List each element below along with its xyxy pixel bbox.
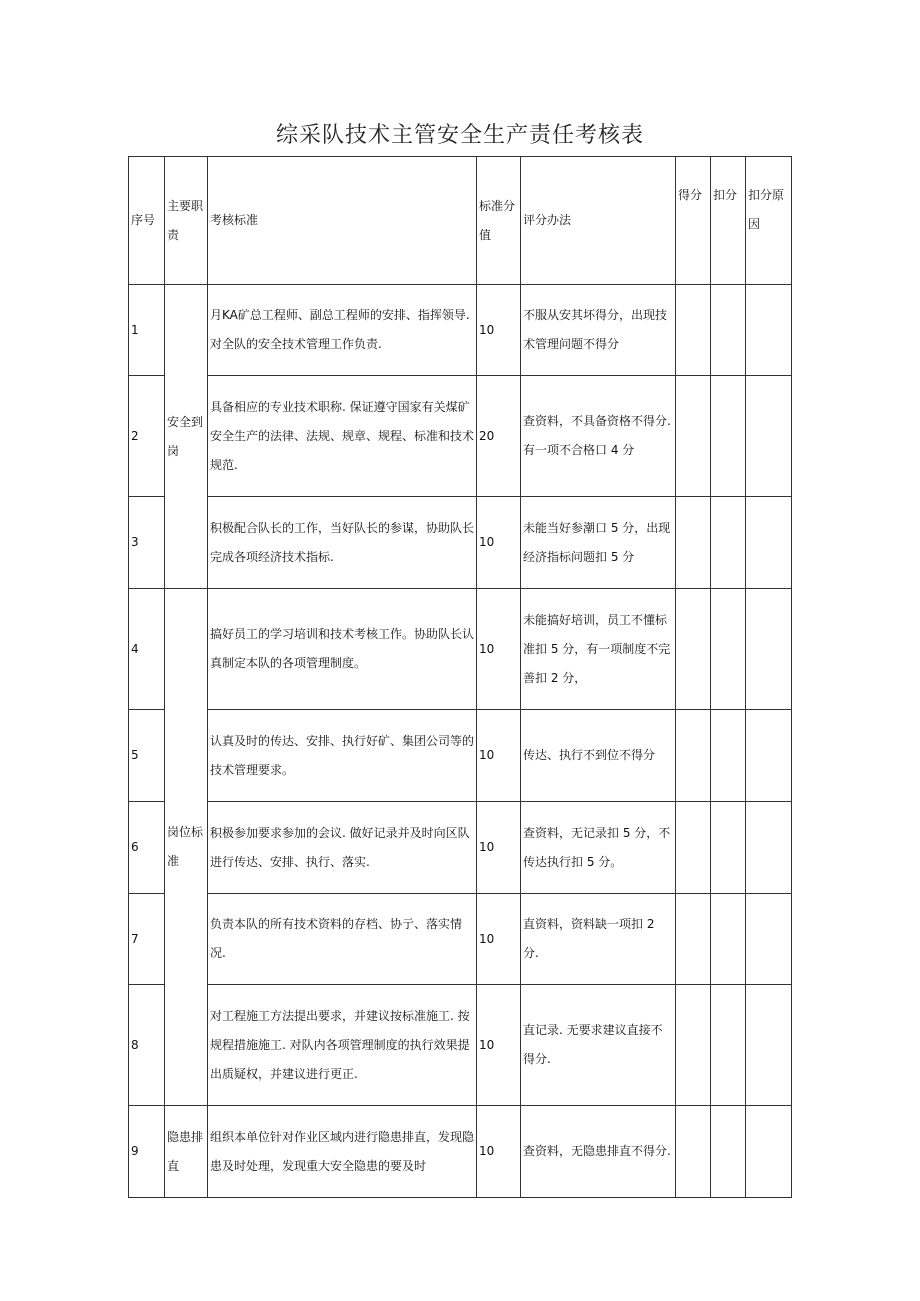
- table-row: [129, 710, 792, 802]
- deduct-input-cell[interactable]: [711, 376, 746, 497]
- score-input-cell[interactable]: [676, 497, 711, 589]
- method-cell: 查资料，无隐患排直不得分.: [521, 1106, 676, 1198]
- seq-cell: 1: [129, 285, 165, 376]
- deduct-input-cell[interactable]: [711, 497, 746, 589]
- duty-cell-post-standard: 岗位标准: [165, 589, 208, 1106]
- header-criteria: 考核标准: [208, 157, 477, 285]
- page-title: 综采队技术主管安全生产责任考核表: [275, 123, 644, 148]
- reason-input-cell[interactable]: [746, 1106, 792, 1198]
- duty-cell-hazard: 隐患排直: [165, 1106, 208, 1198]
- method-cell: 未能搞好培训，员工不懂标准扣 5 分，有一项制度不完善扣 2 分，: [521, 589, 676, 710]
- score-input-cell[interactable]: [676, 285, 711, 376]
- deduct-input-cell[interactable]: [711, 802, 746, 894]
- table-row: [129, 285, 792, 376]
- reason-input-cell[interactable]: [746, 894, 792, 985]
- method-cell: 直记录. 无要求建议直接不得分.: [521, 985, 676, 1106]
- table-row: [129, 589, 792, 710]
- criteria-cell: 负责本队的所有技术资料的存档、协亍、落实情况.: [208, 894, 477, 985]
- reason-input-cell[interactable]: [746, 589, 792, 710]
- reason-input-cell[interactable]: [746, 985, 792, 1106]
- method-cell: 直资料，资料缺一项扣 2 分.: [521, 894, 676, 985]
- criteria-cell: 搞好员工的学习培训和技术考核工作。协助队长认真制定本队的各项管理制度。: [208, 589, 477, 710]
- header-seq: 序号: [129, 157, 165, 285]
- score-input-cell[interactable]: [676, 376, 711, 497]
- method-cell: 未能当好参潮口 5 分，出现经济指标问题扣 5 分: [521, 497, 676, 589]
- criteria-cell: 对工程施工方法提出要求，并建议按标准施工. 按规程措施施工. 对队内各项管理制度的执行效果提出质疑权，并建议进行更正.: [208, 985, 477, 1106]
- score-input-cell[interactable]: [676, 589, 711, 710]
- reason-input-cell[interactable]: [746, 710, 792, 802]
- std-score-cell: 10: [477, 985, 521, 1106]
- deduct-input-cell[interactable]: [711, 285, 746, 376]
- criteria-cell: 具备相应的专业技术职称. 保证遵守国家有关煤矿安全生产的法律、法规、规章、规程、标准和技术规范.: [208, 376, 477, 497]
- seq-cell: 8: [129, 985, 165, 1106]
- seq-cell: 3: [129, 497, 165, 589]
- method-cell: 传达、执行不到位不得分: [521, 710, 676, 802]
- deduct-input-cell[interactable]: [711, 894, 746, 985]
- score-input-cell[interactable]: [676, 1106, 711, 1198]
- std-score-cell: 10: [477, 802, 521, 894]
- deduct-input-cell[interactable]: [711, 985, 746, 1106]
- score-input-cell[interactable]: [676, 710, 711, 802]
- table-row: [129, 497, 792, 589]
- table-row: [129, 894, 792, 985]
- header-duty: 主要职责: [165, 157, 208, 285]
- header-reason: 扣分原因: [746, 157, 792, 285]
- table-row: [129, 376, 792, 497]
- header-std-score: 标准分值: [477, 157, 521, 285]
- std-score-cell: 20: [477, 376, 521, 497]
- std-score-cell: 10: [477, 1106, 521, 1198]
- std-score-cell: 10: [477, 710, 521, 802]
- std-score-cell: 10: [477, 285, 521, 376]
- header-deduct: 扣分: [711, 157, 746, 285]
- seq-cell: 4: [129, 589, 165, 710]
- method-cell: 查资料，无记录扣 5 分，不传达执行扣 5 分。: [521, 802, 676, 894]
- std-score-cell: 10: [477, 894, 521, 985]
- table-row: [129, 1106, 792, 1198]
- reason-input-cell[interactable]: [746, 285, 792, 376]
- criteria-cell: 认真及时的传达、安排、执行好矿、集团公司等的技术管理要求。: [208, 710, 477, 802]
- header-method: 评分办法: [521, 157, 676, 285]
- criteria-cell: 组织本单位针对作业区域内进行隐患排直，发现隐患及时处理，发现重大安全隐患的要及时: [208, 1106, 477, 1198]
- seq-cell: 6: [129, 802, 165, 894]
- assessment-table: [128, 156, 792, 1198]
- deduct-input-cell[interactable]: [711, 1106, 746, 1198]
- score-input-cell[interactable]: [676, 985, 711, 1106]
- seq-cell: 7: [129, 894, 165, 985]
- method-cell: 不服从安其坏得分，出现技术管理问题不得分: [521, 285, 676, 376]
- table-row: [129, 985, 792, 1106]
- deduct-input-cell[interactable]: [711, 710, 746, 802]
- std-score-cell: 10: [477, 589, 521, 710]
- reason-input-cell[interactable]: [746, 497, 792, 589]
- deduct-input-cell[interactable]: [711, 589, 746, 710]
- criteria-cell: 月KA矿总工程师、副总工程师的安排、指挥领导. 对全队的安全技术管理工作负责.: [208, 285, 477, 376]
- criteria-cell: 积极参加要求参加的会议. 做好记录并及时向区队进行传达、安排、执行、落实.: [208, 802, 477, 894]
- reason-input-cell[interactable]: [746, 802, 792, 894]
- table-row: [129, 802, 792, 894]
- reason-input-cell[interactable]: [746, 376, 792, 497]
- seq-cell: 9: [129, 1106, 165, 1198]
- std-score-cell: 10: [477, 497, 521, 589]
- header-score: 得分: [676, 157, 711, 285]
- duty-cell-safety: 安全到岗: [165, 285, 208, 589]
- score-input-cell[interactable]: [676, 802, 711, 894]
- method-cell: 查资料，不具备资格不得分. 有一项不合格口 4 分: [521, 376, 676, 497]
- criteria-cell: 积极配合队长的工作，当好队长的参谋，协助队长完成各项经济技术指标.: [208, 497, 477, 589]
- seq-cell: 2: [129, 376, 165, 497]
- score-input-cell[interactable]: [676, 894, 711, 985]
- seq-cell: 5: [129, 710, 165, 802]
- header-row: [129, 157, 792, 285]
